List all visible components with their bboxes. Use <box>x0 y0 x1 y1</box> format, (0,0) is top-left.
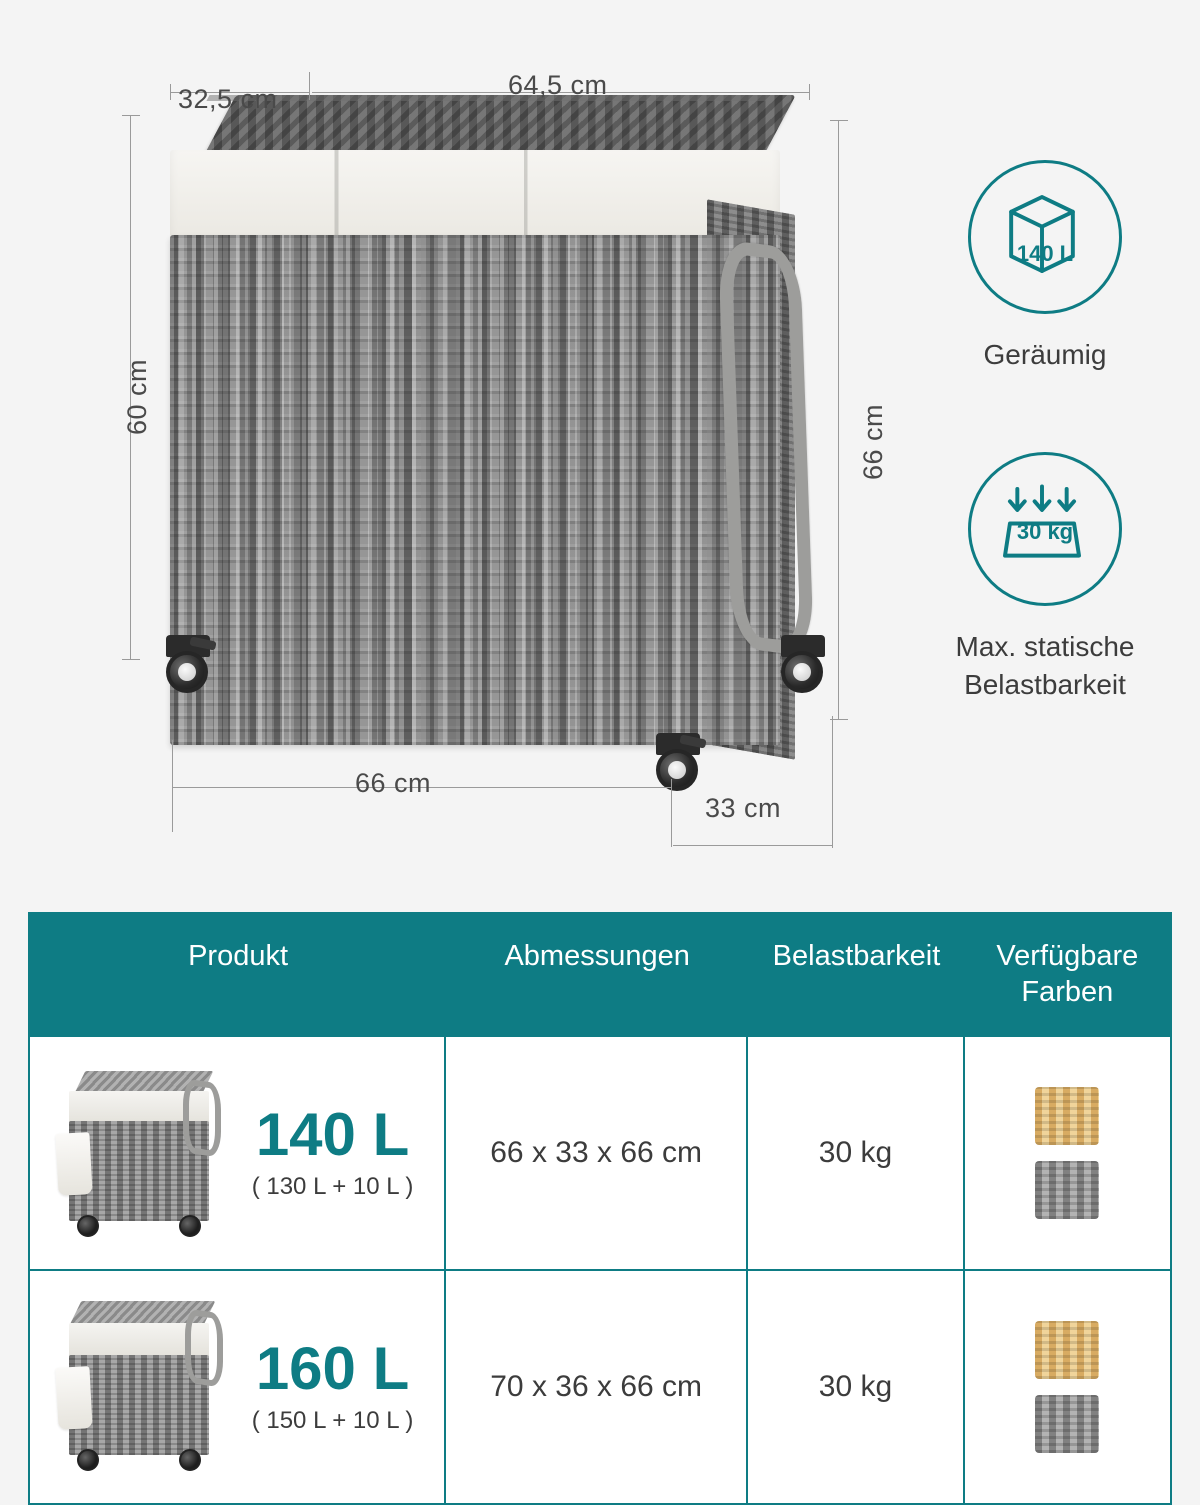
table-row <box>30 1035 1170 1269</box>
load-capacity-icon <box>968 452 1122 606</box>
product-volume-140l: 140 L <box>255 1100 410 1168</box>
color-swatch-grey[interactable] <box>1035 1161 1099 1219</box>
product-volume-160l: 160 L <box>255 1334 410 1402</box>
laundry-basket-illustration <box>150 95 830 795</box>
column-header-product: Produkt <box>188 940 289 972</box>
color-swatch-natural[interactable] <box>1035 1321 1099 1379</box>
basket-lid-edge <box>206 95 769 101</box>
tick-total-height-top <box>830 120 848 121</box>
tick-top-depth-right <box>309 72 310 100</box>
laundry-basket-140l-icon <box>61 1065 226 1240</box>
cell-capacity-140l: 30 kg <box>748 1037 965 1269</box>
cell-product-160l <box>30 1271 446 1503</box>
caster-wheel-front-left <box>160 635 216 695</box>
product-volume-detail-140l: ( 130 L + 10 L ) <box>251 1172 414 1200</box>
table-header-row <box>30 914 1170 1035</box>
cell-capacity-160l: 30 kg <box>748 1271 965 1503</box>
feature-capacity-badge: 140 L <box>1016 241 1074 266</box>
feature-load-badge: 30 kg <box>1016 518 1074 544</box>
label-base-depth: 33 cm <box>705 793 782 823</box>
cell-dimensions-160l: 70 x 36 x 66 cm <box>446 1271 748 1503</box>
tick-body-height-top <box>122 115 140 116</box>
cell-colors-160l <box>965 1271 1170 1503</box>
tick-base-width-left <box>172 740 173 832</box>
tick-base-depth-right <box>832 716 833 848</box>
cell-colors-140l <box>965 1037 1170 1269</box>
cell-product-140l <box>30 1037 446 1269</box>
tick-body-height-bottom <box>122 659 140 660</box>
table-row <box>30 1269 1170 1503</box>
dimline-total-height <box>838 120 839 720</box>
caster-wheel-front-right <box>650 733 706 793</box>
dimline-base-depth <box>673 845 833 846</box>
label-body-height: 60 cm <box>122 358 152 435</box>
label-top-depth: 32,5 cm <box>178 84 278 114</box>
label-top-width: 64,5 cm <box>508 70 608 100</box>
column-header-dimensions: Abmessungen <box>504 940 690 972</box>
caster-wheel-back-right <box>775 635 831 695</box>
cell-dimensions-140l: 66 x 33 x 66 cm <box>446 1037 748 1269</box>
tick-top-width-right <box>809 84 810 100</box>
color-swatch-natural[interactable] <box>1035 1087 1099 1145</box>
tick-base-width-right <box>671 779 672 847</box>
color-swatch-grey[interactable] <box>1035 1395 1099 1453</box>
column-header-capacity: Belastbarkeit <box>772 940 941 972</box>
basket-woven-body <box>170 235 780 745</box>
basket-handle <box>718 239 814 657</box>
feature-load-caption: Max. statische Belastbarkeit <box>955 630 1135 700</box>
feature-list <box>900 160 1190 781</box>
label-base-width: 66 cm <box>355 768 432 798</box>
column-header-colors: Verfügbare Farben <box>996 940 1139 1009</box>
box-volume-icon <box>968 160 1122 314</box>
label-total-height: 66 cm <box>858 403 888 480</box>
laundry-basket-160l-icon <box>61 1299 226 1474</box>
feature-capacity <box>900 160 1190 374</box>
product-volume-detail-160l: ( 150 L + 10 L ) <box>251 1406 414 1434</box>
feature-load <box>900 452 1190 704</box>
feature-capacity-caption: Geräumig <box>983 339 1107 370</box>
product-comparison-table <box>28 912 1172 1505</box>
tick-top-depth-left <box>170 84 171 100</box>
